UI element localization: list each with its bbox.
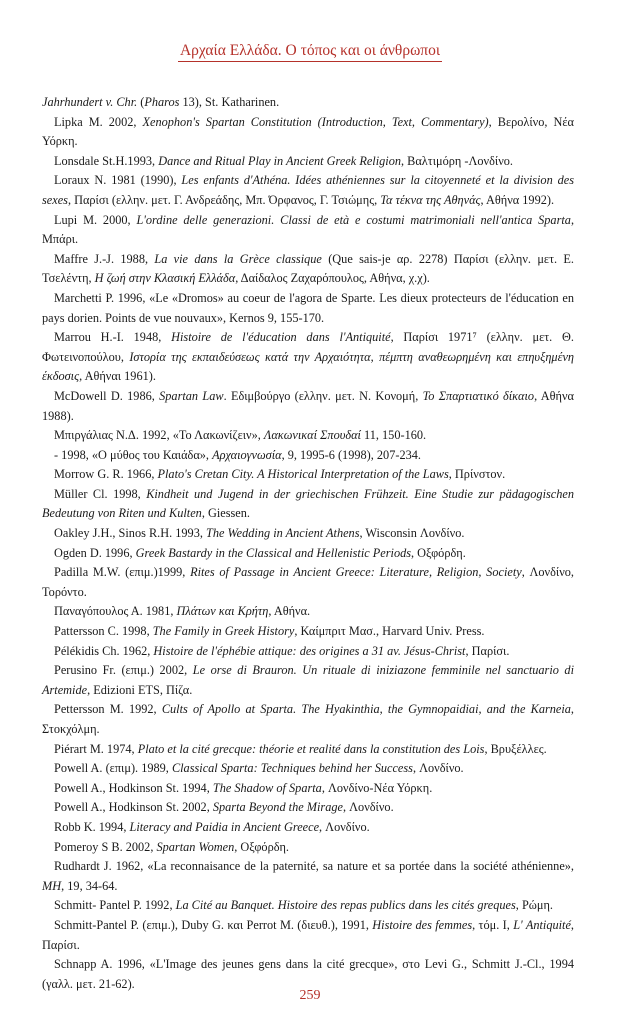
bibliography-entry bbox=[42, 465, 574, 485]
entry-text: , Edizioni ETS, Πίζα. bbox=[87, 682, 193, 697]
bibliography-entry bbox=[42, 289, 574, 328]
entry-text: , 19, 34-64. bbox=[61, 878, 118, 893]
bibliography-entry bbox=[42, 759, 574, 779]
bibliography-entry bbox=[42, 642, 574, 662]
entry-text: , Βρυξέλλες. bbox=[484, 741, 547, 756]
entry-text: , 9, 1995-6 (1998), 207-234. bbox=[281, 447, 421, 462]
entry-text: Παναγόπουλος Α. 1981, bbox=[54, 604, 177, 619]
entry-title-italic: Spartan Women bbox=[156, 839, 235, 854]
entry-text: , Λονδίνο. bbox=[412, 761, 464, 776]
bibliography-entry bbox=[42, 250, 574, 289]
bibliography-entry bbox=[42, 544, 574, 564]
entry-title-italic: Histoire de l'éducation dans l'Antiquité bbox=[171, 330, 391, 345]
entry-title-italic: Rites of Passage in Ancient Greece: Literature, Religion, Society bbox=[190, 565, 522, 580]
entry-title-italic: L'ordine delle generazioni. Classi de età e costumi matrimoniali nell'antica Sparta bbox=[136, 212, 571, 227]
bibliography-entry bbox=[42, 152, 574, 172]
bibliography-entry bbox=[42, 798, 574, 818]
entry-title-italic: Le orse di Brauron. Un rituale di iniziazone femminile nel sanctuario di Artemide bbox=[42, 663, 574, 697]
entry-text: , Αθήναι 1961). bbox=[79, 369, 156, 384]
entry-text: Μπιργάλιας Ν.Δ. 1992, «Το Λακωνίζειν», bbox=[54, 428, 264, 443]
bibliography-entry bbox=[42, 563, 574, 602]
entry-text: Oakley J.H., Sinos R.H. 1993, bbox=[54, 526, 207, 541]
entry-title-italic: Greek Bastardy in the Classical and Hellenistic Periods bbox=[135, 545, 412, 560]
entry-title-italic: Αρχαιογνωσία bbox=[212, 447, 282, 462]
entry-title-italic: Literacy and Paidia in Ancient Greece bbox=[129, 819, 320, 834]
bibliography-entry bbox=[42, 446, 574, 466]
page-number: 259 bbox=[299, 988, 321, 1003]
entry-title-italic: La Cité au Banquet. Histoire des repas publics dans les cités greques bbox=[175, 898, 516, 913]
entry-text: Schmitt- Pantel P. 1992, bbox=[54, 898, 176, 913]
entry-text: , Βαλτιμόρη -Λονδίνο. bbox=[401, 153, 513, 168]
entry-text: , Παρίσι. bbox=[465, 643, 510, 658]
bibliography-entry bbox=[42, 857, 574, 896]
entry-title-italic: Ιστορία της εκπαιδεύσεως κατά την Αρχαιότητα, πέμπτη αναθεωρημένη και επηυξημένη έκδοσις bbox=[42, 349, 575, 384]
entry-title-italic: Η ζωή στην Κλασική Ελλάδα bbox=[94, 271, 236, 286]
entry-text: , Δαίδαλος Ζαχαρόπουλος, Αθήνα, χ.χ). bbox=[235, 271, 430, 286]
entry-text: Schnapp A. 1996, «L'Image des jeunes gens dans la cité grecque», στο Levi G., Schmitt J.-Cl., 1994 (γαλλ. μετ. 21-62). bbox=[42, 957, 574, 991]
entry-text: , Πρίνστον. bbox=[448, 467, 506, 482]
entry-text: , Ρώμη. bbox=[515, 898, 553, 913]
entry-text: , Λονδίνο-Νέα Υόρκη. bbox=[321, 780, 433, 795]
bibliography-entry bbox=[42, 602, 574, 622]
entry-text: ( bbox=[137, 95, 145, 109]
entry-title-italic: MH bbox=[42, 878, 62, 893]
entry-text: , Giessen. bbox=[201, 506, 250, 521]
entry-text: Padilla M.W. (επιμ.)1999, bbox=[54, 565, 191, 580]
entry-title-italic: Les enfants d'Athéna. Idées athéniennes sur la citoyenneté et la division des sexes bbox=[42, 173, 574, 207]
entry-text: - 1998, «Ο μύθος του Καιάδα», bbox=[54, 447, 213, 462]
bibliography-entry bbox=[42, 211, 574, 250]
bibliography-entry bbox=[42, 387, 574, 426]
entry-text: Pettersson M. 1992, bbox=[54, 702, 162, 717]
entry-title-italic: Plato et la cité grecque: théorie et realité dans la constitution des Lois bbox=[137, 741, 485, 756]
entry-title-italic: The Family in Greek History bbox=[152, 624, 295, 639]
entry-text: Piérart M. 1974, bbox=[54, 741, 138, 756]
bibliography-entry bbox=[42, 485, 574, 524]
entry-text: , τόμ. I, bbox=[472, 917, 514, 932]
entry-text: Perusino Fr. (επιμ.) 2002, bbox=[54, 663, 193, 678]
entry-text: , Οξφόρδη. bbox=[411, 545, 466, 560]
entry-text: McDowell D. 1986, bbox=[54, 388, 160, 403]
bibliography-entry bbox=[42, 426, 574, 446]
entry-text: 11, 150-160. bbox=[360, 428, 427, 443]
entry-text: Powell A. (επιμ). 1989, bbox=[54, 761, 172, 776]
bibliography-entry bbox=[42, 113, 574, 152]
entry-text: , Wisconsin Λονδίνο. bbox=[359, 526, 465, 541]
bibliography-entry bbox=[42, 661, 574, 700]
entry-text: Loraux N. 1981 (1990), bbox=[54, 173, 182, 188]
entry-text: , Παρίσι 1971⁷ (ελλην. μετ. Θ. Φωτεινοπούλου, bbox=[42, 330, 574, 364]
entry-text: , Στοκχόλμη. bbox=[42, 702, 574, 736]
entry-text: Pélékidis Ch. 1962, bbox=[54, 643, 154, 658]
entry-text: Müller Cl. 1998, bbox=[54, 486, 147, 501]
entry-text: , Αθήνα 1992). bbox=[480, 192, 555, 207]
entry-text: Pomeroy S B. 2002, bbox=[54, 839, 157, 854]
entry-text: , Λονδίνο, Τορόντο. bbox=[42, 565, 574, 599]
entry-text: Maffre J.-J. 1988, bbox=[54, 251, 155, 266]
bibliography-entry bbox=[42, 328, 574, 387]
entry-title-italic: Λακωνικαί Σπουδαί bbox=[263, 428, 361, 443]
bibliography-entry bbox=[42, 93, 574, 113]
entry-title-italic: Cults of Apollo at Sparta. The Hyakinthia, the Gymnopaidiai, and the Karneia bbox=[161, 702, 571, 717]
entry-text: , Μπάρι. bbox=[42, 212, 575, 247]
entry-text: Lupi M. 2000, bbox=[54, 212, 137, 227]
bibliography-entry bbox=[42, 171, 574, 210]
entry-text: Marchetti P. 1996, «Le «Dromos» au coeur de l'agora de Sparte. Les dieux protecteurs de l'éducation en pays dorien. Points de vue nouvaux», Kernos 9, 155-170. bbox=[42, 290, 574, 325]
entry-title-italic: Histoire des femmes bbox=[372, 917, 473, 932]
bibliography-entry bbox=[42, 838, 574, 858]
bibliography-entry bbox=[42, 818, 574, 838]
entry-title-italic: Το Σπαρτιατικό δίκαιο bbox=[422, 388, 535, 403]
entry-text: Rudhardt J. 1962, «La reconnaisance de la paternité, sa nature et sa portée dans la société athénienne», bbox=[54, 859, 574, 874]
entry-text: Lonsdale St.H.1993, bbox=[54, 153, 159, 168]
entry-title-italic: Spartan Law bbox=[159, 388, 224, 403]
entry-text: , Βερολίνο, Νέα Υόρκη. bbox=[42, 114, 574, 149]
entry-title-italic: Sparta Beyond the Mirage bbox=[212, 800, 343, 815]
entry-text: , Καίμπριτ Μασ., Harvard Univ. Press. bbox=[294, 624, 485, 639]
entry-text: Ogden D. 1996, bbox=[54, 545, 136, 560]
running-head-title: Αρχαία Ελλάδα. Ο τόπος και οι άνθρωποι bbox=[178, 42, 442, 62]
bibliography-entry bbox=[42, 779, 574, 799]
entry-title-italic: Jahrhundert v. Chr. bbox=[42, 95, 138, 109]
entry-title-italic: Dance and Ritual Play in Ancient Greek Religion bbox=[158, 153, 401, 168]
entry-title-italic: Xenophon's Spartan Constitution (Introduction, Text, Commentary) bbox=[142, 114, 489, 129]
entry-title-italic: Πλάτων και Κρήτη bbox=[176, 604, 269, 619]
entry-text: , Αθήνα 1988). bbox=[42, 388, 574, 423]
entry-text: 13), St. Katharinen. bbox=[179, 95, 280, 109]
entry-text: (Que sais-je αρ. 2278) Παρίσι (ελλην. μετ. Ε. Τσελέντη, bbox=[42, 251, 574, 286]
running-head bbox=[0, 42, 620, 60]
entry-text: , Παρίσι. bbox=[42, 917, 574, 952]
entry-text: Schmitt-Pantel P. (επιμ.), Duby G. και Perrot M. (διευθ.), 1991, bbox=[54, 917, 373, 932]
bibliography-entry bbox=[42, 524, 574, 544]
entry-text: , Παρίσι (ελλην. μετ. Γ. Ανδρεάδης, Μπ. Όρφανος, Γ. Τσιώμης, bbox=[67, 192, 381, 207]
bibliography-entry bbox=[42, 622, 574, 642]
entry-title-italic: L' Antiquité bbox=[513, 917, 571, 932]
bibliography-entry bbox=[42, 700, 574, 739]
bibliography-entry bbox=[42, 896, 574, 916]
entry-text: Robb K. 1994, bbox=[54, 819, 130, 834]
entry-title-italic: Kindheit und Jugend in der griechischen Frühzeit. Eine Studie zur pädagogischen Bedeutung von Riten und Kulten bbox=[42, 486, 574, 521]
entry-text: , Λονδίνο. bbox=[319, 819, 370, 834]
entry-text: . Εδιμβούργο (ελλην. μετ. Ν. Κονομή, bbox=[223, 388, 423, 403]
entry-text: Pattersson C. 1998, bbox=[54, 624, 153, 639]
bibliography-list bbox=[42, 93, 574, 994]
entry-title-italic: Τα τέκνα της Αθηνάς bbox=[380, 192, 481, 207]
entry-text: , Λονδίνο. bbox=[342, 800, 394, 815]
entry-text: Lipka M. 2002, bbox=[54, 114, 143, 129]
entry-title-italic: The Wedding in Ancient Athens bbox=[206, 526, 360, 541]
entry-title-italic: Plato's Cretan City. A Historical Interpretation of the Laws bbox=[157, 467, 449, 482]
entry-title-italic: La vie dans la Grèce classique bbox=[154, 251, 322, 266]
entry-title-italic: Pharos bbox=[144, 95, 180, 109]
entry-title-italic: Histoire de l'éphébie attique: des origines a 31 av. Jésus-Christ bbox=[153, 643, 466, 658]
bibliography-entry bbox=[42, 916, 574, 955]
entry-text: , Αθήνα. bbox=[268, 604, 311, 619]
entry-text: , Οξφόρδη. bbox=[234, 839, 290, 854]
entry-title-italic: The Shadow of Sparta bbox=[212, 780, 322, 795]
entry-text: Powell A., Hodkinson St. 2002, bbox=[54, 800, 213, 815]
bibliography-entry bbox=[42, 740, 574, 760]
entry-text: Marrou H.-I. 1948, bbox=[54, 330, 172, 345]
entry-title-italic: Classical Sparta: Techniques behind her Success bbox=[171, 761, 413, 776]
entry-text: Powell A., Hodkinson St. 1994, bbox=[54, 780, 213, 795]
entry-text: Morrow G. R. 1966, bbox=[54, 467, 158, 482]
